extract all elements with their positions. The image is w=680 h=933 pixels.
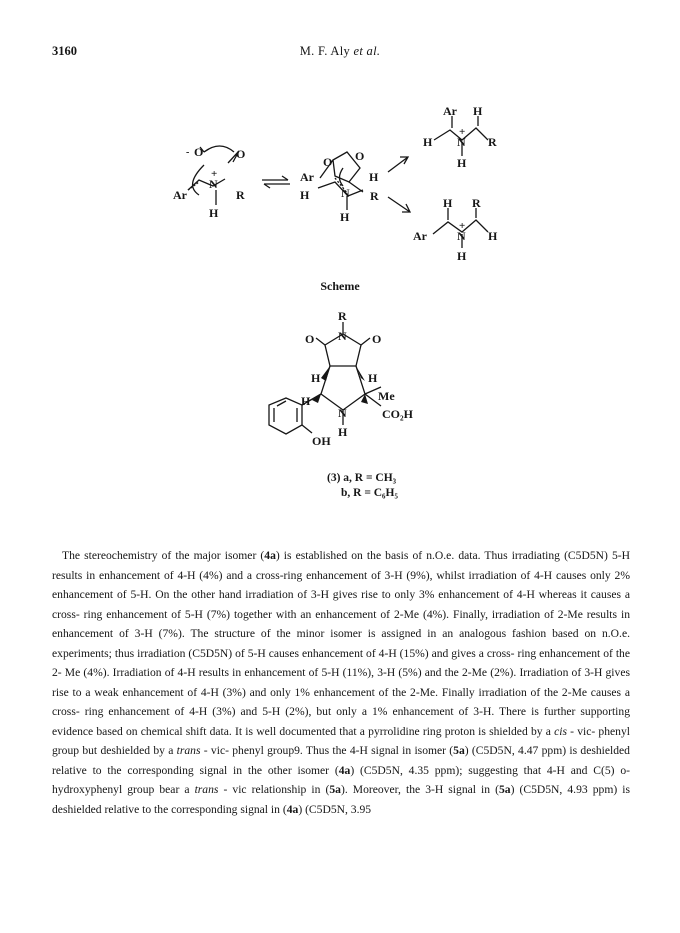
atom-h: H — [488, 229, 498, 243]
compound-ref: 5a — [453, 744, 465, 757]
atom-oh: OH — [312, 434, 331, 448]
text-run: - vic- phenyl group but deshielded by a — [52, 724, 630, 757]
charge-minus: - — [186, 147, 190, 158]
atom-o: O — [236, 147, 246, 161]
compound-ref: 5a — [329, 783, 341, 796]
charge-plus: + — [211, 168, 218, 180]
charge-plus: + — [459, 126, 466, 138]
compound-label-b: b, R = C₆H₅ — [341, 487, 398, 499]
body-paragraph — [52, 546, 630, 819]
atom-r: R — [338, 309, 347, 323]
atom-n: N — [457, 135, 466, 149]
atom-o: O — [355, 149, 365, 163]
atom-h: H — [311, 371, 321, 385]
atom-h: H — [209, 206, 219, 220]
atom-h: H — [340, 210, 350, 224]
text-run: - vic- phenyl group9. Thus the 4-H signal in isomer ( — [200, 744, 454, 757]
atom-n: N — [338, 329, 347, 343]
atom-r: R — [236, 188, 245, 202]
text-run: ) (C5D5N, 4.93 ppm) is deshielded relative to the corresponding signal in ( — [52, 783, 630, 816]
atom-h: H — [457, 249, 467, 263]
header-authors: M. F. Aly — [299, 44, 351, 58]
paragraph-text — [52, 546, 630, 819]
scheme-caption: Scheme — [320, 279, 360, 293]
atom-r: R — [472, 196, 481, 210]
charge-plus: + — [459, 220, 466, 232]
atom-h: H — [369, 170, 379, 184]
text-run: ). Moreover, the 3-H signal in ( — [340, 783, 499, 796]
text-run: ) (C5D5N, 4.47 ppm) is deshielded relative to the corresponding signal in the other isomer ( — [52, 744, 630, 777]
atom-h: H — [473, 104, 483, 118]
atom-ar: Ar — [173, 188, 187, 202]
compound-ref: 4a — [338, 763, 351, 777]
atom-o: O — [372, 332, 382, 346]
page-number: 3160 — [52, 44, 77, 58]
header-et-al: et al. — [353, 44, 381, 58]
text-run: ) (C5D5N, 4.35 ppm); suggesting that 4-H and C(5) o- hydroxyphenyl group bear a — [52, 763, 631, 796]
text-run: The stereochemistry of the major isomer ( — [62, 549, 265, 562]
atom-o: O — [305, 332, 315, 346]
atom-r: R — [370, 189, 379, 203]
compound-ref: 4a — [286, 802, 299, 816]
atom-h: H — [368, 371, 378, 385]
atom-ar: Ar — [413, 229, 427, 243]
italic-term: trans — [176, 744, 201, 757]
atom-ar: Ar — [443, 104, 457, 118]
compound-label-a: (3) a, R = CH₃ — [327, 472, 397, 484]
text-run: ) is established on the basis of n.O.e. data. Thus irradiating (C5D5N) 5-H results in enhancement of 4-H (4%) and a cross-ring enhancement of 3-H (9%), whilst irradiation of 4-H causes only 2% enhancement of 5-H. On the other hand irradiation of 3-H gives rise to only 3% enhancement of 4-H whereas it causes a cross- ring enhancement of 5-H (7%) together with an enhancement of 2-Me (4%). Finally, irradiation of 2-Me results in enhancement of 3-H (7%). The structure of the minor isomer is assigned in an analogous fashion based on n.O.e. experiments; thus irradiation (C5D5N) of 5-H causes enhancement of 4-H (15%) and gives a cross- ring enhancement of the 2- Me (4%). Irradiation of 4-H results in enhancement of 5-H (11%), 3-H (5%) and the 2-Me (2%). Irradiation of 3-H gives rise to a weak enhancement of 4-H (3%) and only 1% enhancement of the 2-Me. Finally irradiation of the 2-Me causes a cross- ring enhancement of 4-H (3%) and 5-H (2%), but only a 1% enhancement of 3-H. There is further supporting evidence based on chemical shift data. It is well documented that a pyrrolidine ring proton is shielded by a — [52, 549, 630, 738]
text-run: ) (C5D5N, 3.95 — [298, 802, 372, 816]
atom-n: N — [338, 406, 347, 420]
compound-ref: 5a — [498, 783, 511, 796]
atom-ar: Ar — [300, 170, 314, 184]
atom-h: H — [338, 425, 348, 439]
atom-h: H — [443, 196, 453, 210]
atom-h: H — [457, 156, 467, 170]
atom-h: H — [423, 135, 433, 149]
italic-term: trans — [194, 783, 219, 796]
atom-r: R — [488, 135, 497, 149]
atom-n: N — [457, 229, 466, 243]
compound-ref: 4a — [264, 549, 276, 562]
atom-n: N — [341, 186, 350, 200]
atom-o: O — [323, 155, 333, 169]
atom-o: O — [194, 145, 204, 159]
text-run: - vic relationship in ( — [218, 783, 330, 796]
atom-h: H — [300, 188, 310, 202]
atom-h: H — [301, 394, 311, 408]
atom-co2h: CO₂H — [382, 407, 413, 421]
atom-n: N — [209, 177, 218, 191]
italic-term: cis — [554, 724, 567, 738]
atom-me: Me — [378, 389, 395, 403]
